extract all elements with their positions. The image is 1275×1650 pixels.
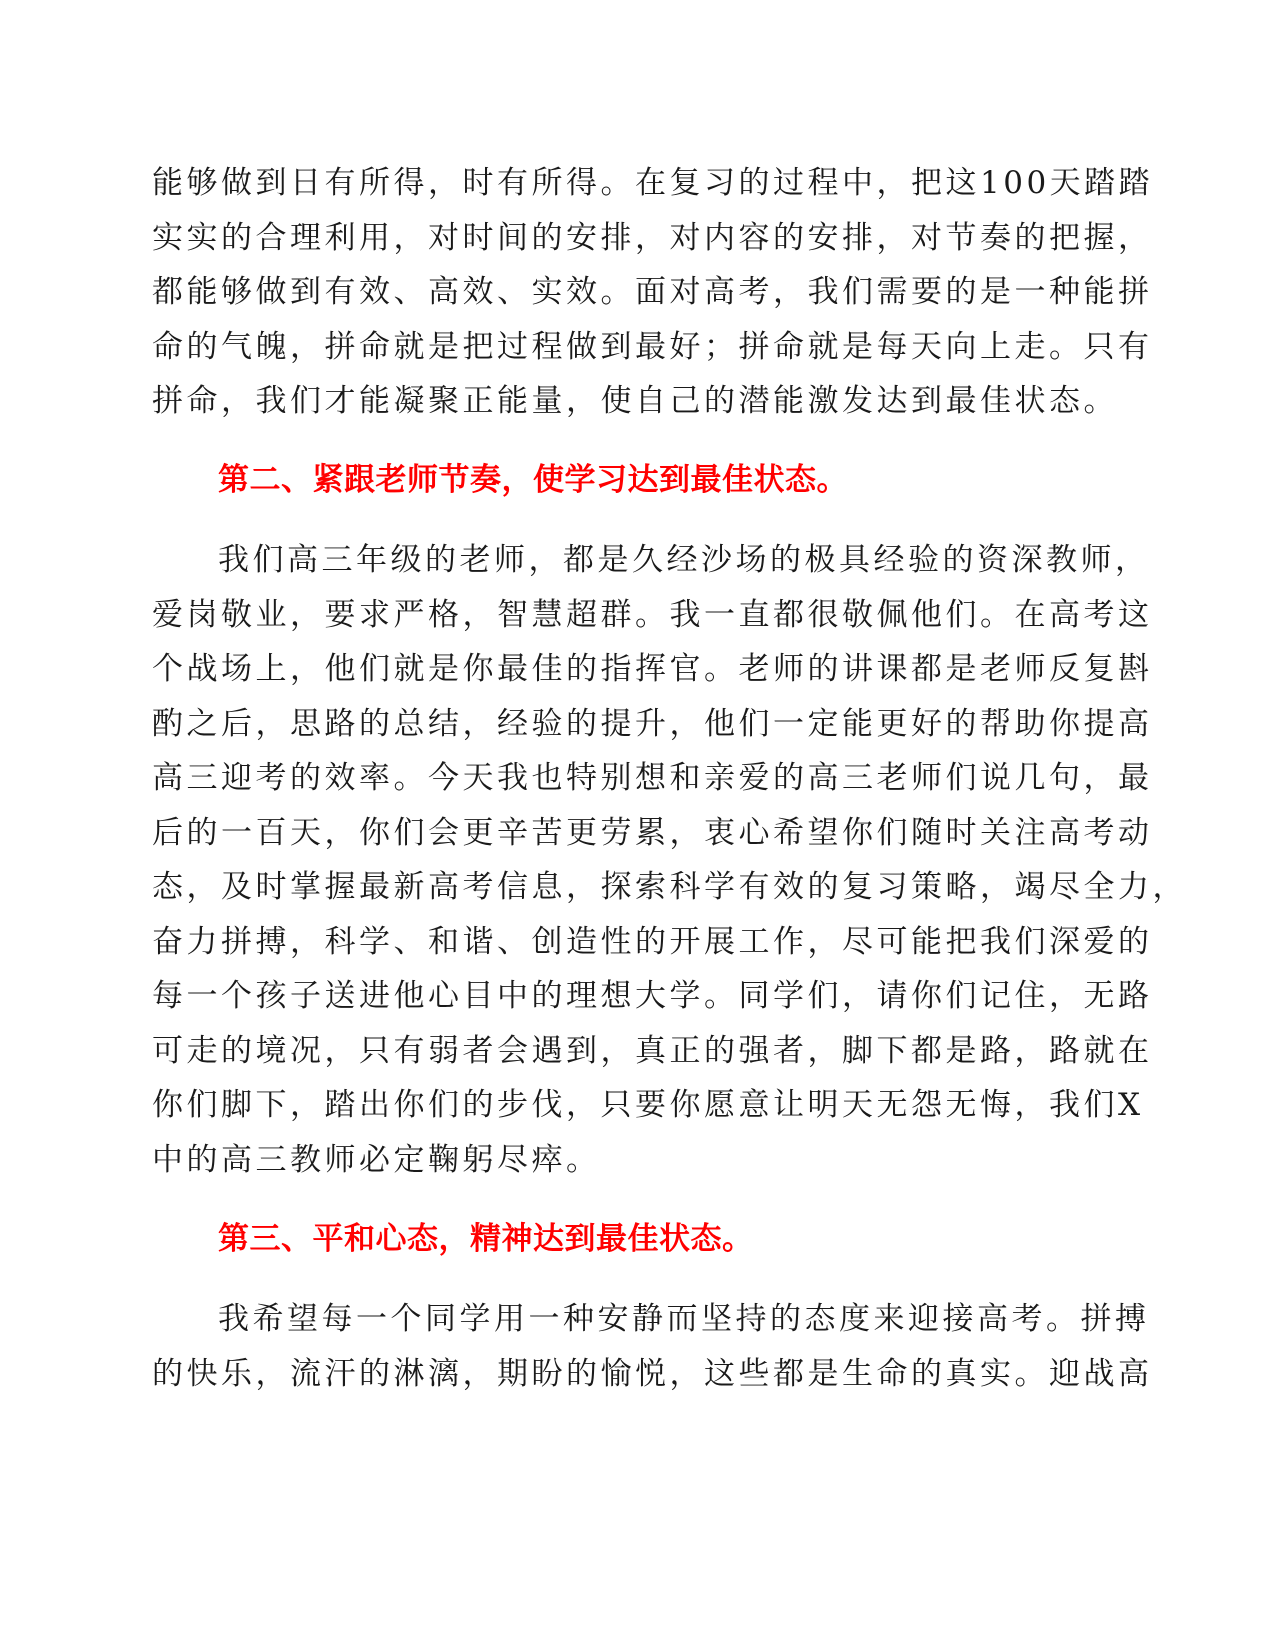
paragraph-2-line-11: 你们脚下，踏出你们的步伐，只要你愿意让明天无怨无悔，我们X bbox=[152, 1087, 1144, 1123]
paragraph-2-line-5: 高三迎考的效率。今天我也特别想和亲爱的高三老师们说几句，最 bbox=[152, 760, 1153, 796]
paragraph-2-line-9: 每一个孩子送进他心目中的理想大学。同学们，请你们记住，无路 bbox=[152, 978, 1153, 1014]
paragraph-1-line-4: 命的气魄，拼命就是把过程做到最好；拼命就是每天向上走。只有 bbox=[152, 329, 1153, 365]
paragraph-2-line-3: 个战场上，他们就是你最佳的指挥官。老师的讲课都是老师反复斟 bbox=[152, 651, 1153, 687]
paragraph-1-line-2: 实实的合理利用，对时间的安排，对内容的安排，对节奏的把握， bbox=[152, 220, 1153, 256]
section-heading-2: 第二、紧跟老师节奏，使学习达到最佳状态。 bbox=[218, 462, 848, 498]
paragraph-1-line-1: 能够做到日有所得，时有所得。在复习的过程中，把这100天踏踏 bbox=[152, 165, 1154, 201]
paragraph-2-line-6: 后的一百天，你们会更辛苦更劳累，衷心希望你们随时关注高考动 bbox=[152, 815, 1153, 851]
paragraph-2-line-7: 态，及时掌握最新高考信息，探索科学有效的复习策略，竭尽全力， bbox=[152, 869, 1187, 905]
paragraph-2-line-1: 我们高三年级的老师，都是久经沙场的极具经验的资深教师， bbox=[218, 542, 1150, 578]
paragraph-1-line-3: 都能够做到有效、高效、实效。面对高考，我们需要的是一种能拼 bbox=[152, 274, 1153, 310]
paragraph-1-line-5: 拼命，我们才能凝聚正能量，使自己的潜能激发达到最佳状态。 bbox=[152, 383, 1118, 419]
section-heading-3: 第三、平和心态，精神达到最佳状态。 bbox=[218, 1221, 754, 1257]
paragraph-3-line-2: 的快乐，流汗的淋漓，期盼的愉悦，这些都是生命的真实。迎战高 bbox=[152, 1356, 1153, 1392]
paragraph-2-line-4: 酌之后，思路的总结，经验的提升，他们一定能更好的帮助你提高 bbox=[152, 706, 1153, 742]
paragraph-2-line-2: 爱岗敬业，要求严格，智慧超群。我一直都很敬佩他们。在高考这 bbox=[152, 597, 1153, 633]
paragraph-3-line-1: 我希望每一个同学用一种安静而坚持的态度来迎接高考。拼搏 bbox=[218, 1301, 1150, 1337]
paragraph-2-line-8: 奋力拼搏，科学、和谐、创造性的开展工作，尽可能把我们深爱的 bbox=[152, 924, 1153, 960]
paragraph-2-line-10: 可走的境况，只有弱者会遇到，真正的强者，脚下都是路，路就在 bbox=[152, 1033, 1153, 1069]
paragraph-2-line-12: 中的高三教师必定鞠躬尽瘁。 bbox=[152, 1142, 601, 1178]
